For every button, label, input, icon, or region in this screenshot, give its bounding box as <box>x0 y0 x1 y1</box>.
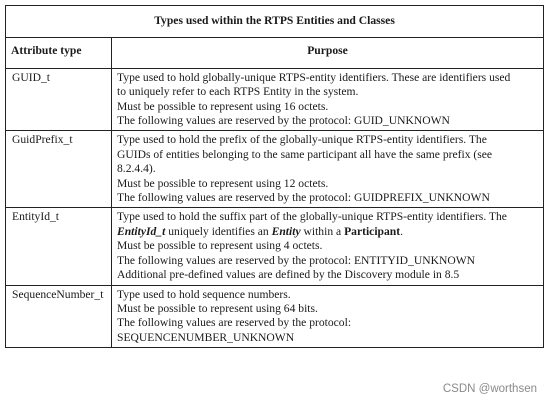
types-table <box>5 5 544 348</box>
text-fragment: uniquely identifies an <box>165 224 272 238</box>
purpose-line: The following values are reserved by the protocol: ENTITYID_UNKNOWN <box>117 253 476 267</box>
purpose-line: The following values are reserved by the protocol: GUID_UNKNOWN <box>117 114 450 128</box>
purpose-line: Must be possible to represent using 4 octets. <box>117 239 323 253</box>
term-participant: Participant <box>344 224 401 238</box>
purpose-cell <box>112 68 544 131</box>
purpose-line: 8.2.4.4). <box>117 162 156 176</box>
term-entityid: EntityId_t <box>117 224 166 238</box>
table-row <box>6 68 544 131</box>
term-entity: Entity <box>271 224 301 238</box>
table-caption: Types used within the RTPS Entities and Classes <box>6 6 544 38</box>
attribute-type-cell: SequenceNumber_t <box>6 285 112 348</box>
text-fragment: within a <box>300 224 345 238</box>
purpose-line: Type used to hold globally-unique RTPS-entity identifiers. These are identifiers used <box>117 70 511 84</box>
purpose-line-rich <box>117 225 538 239</box>
purpose-line: Type used to hold the prefix of the globally-unique RTPS-entity identifiers. The <box>117 133 487 147</box>
purpose-line: GUIDs of entities belonging to the same participant all have the same prefix (see <box>117 147 493 161</box>
header-row <box>6 38 544 68</box>
purpose-line: Must be possible to represent using 12 octets. <box>117 176 329 190</box>
purpose-line: The following values are reserved by the protocol: GUIDPREFIX_UNKNOWN <box>117 191 490 205</box>
purpose-line: to uniquely refer to each RTPS Entity in the system. <box>117 85 359 99</box>
purpose-line: SEQUENCENUMBER_UNKNOWN <box>117 330 295 344</box>
attribute-type-cell: EntityId_t <box>6 208 112 285</box>
purpose-cell <box>112 208 544 285</box>
text-fragment: . <box>400 224 404 238</box>
purpose-line: Type used to hold sequence numbers. <box>117 287 291 301</box>
purpose-cell <box>112 131 544 208</box>
watermark: CSDN @worthsen <box>442 383 537 395</box>
table-row <box>6 131 544 208</box>
purpose-line: Must be possible to represent using 16 octets. <box>117 99 329 113</box>
purpose-cell <box>112 285 544 348</box>
attribute-type-cell: GuidPrefix_t <box>6 131 112 208</box>
attribute-type-cell: GUID_t <box>6 68 112 131</box>
attribute-type-header: Attribute type <box>6 38 112 68</box>
purpose-line: Additional pre-defined values are defined by the Discovery module in 8.5 <box>117 268 460 282</box>
document-sheet <box>5 5 543 348</box>
table-row <box>6 285 544 348</box>
table-row <box>6 208 544 285</box>
caption-row <box>6 6 544 38</box>
purpose-line: The following values are reserved by the protocol: <box>117 316 352 330</box>
purpose-line: Type used to hold the suffix part of the globally-unique RTPS-entity identifiers. The <box>117 210 507 224</box>
purpose-header: Purpose <box>112 38 544 68</box>
purpose-line: Must be possible to represent using 64 bits. <box>117 301 318 315</box>
